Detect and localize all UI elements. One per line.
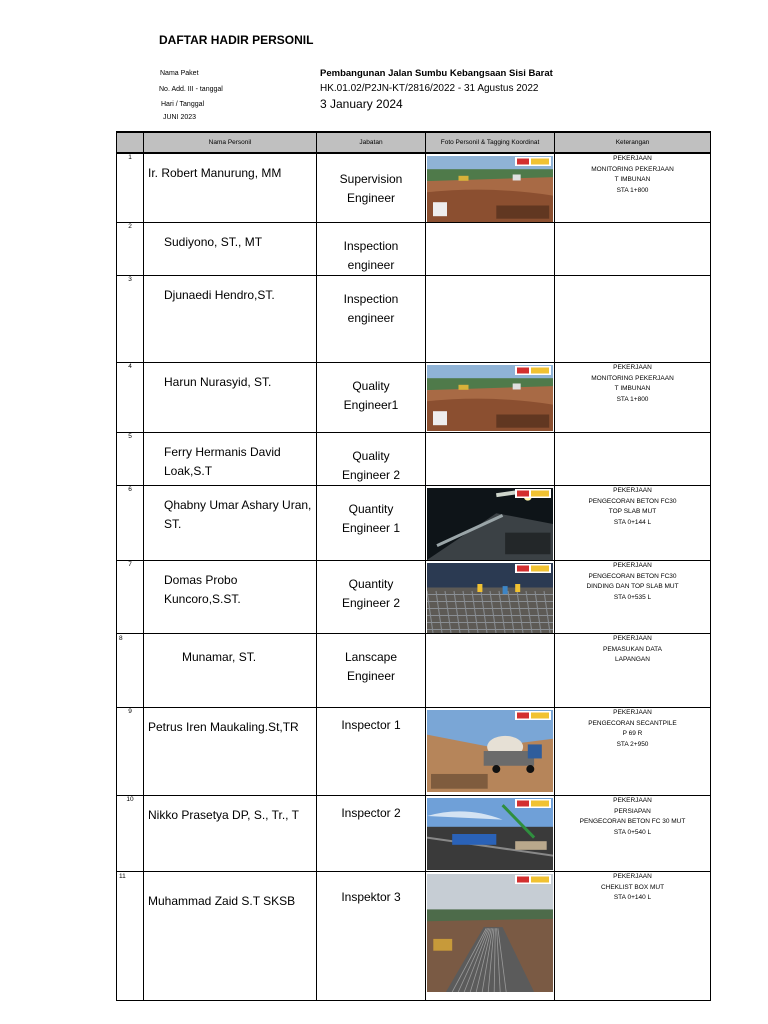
document-title: DAFTAR HADIR PERSONIL [159, 33, 314, 47]
hari-value: 3 January 2024 [320, 97, 403, 111]
site-photo [427, 488, 553, 560]
photo-cell [426, 153, 555, 223]
personnel-name-cell [144, 561, 317, 634]
personnel-name-cell [144, 433, 317, 486]
personnel-name-cell [144, 153, 317, 223]
personnel-name-cell [144, 276, 317, 363]
table-row [117, 153, 711, 223]
keterangan-line: MONITORING PEKERJAAN [591, 374, 674, 382]
personnel-name: Muhammad Zaid S.T SKSB [148, 894, 296, 908]
table-row [117, 363, 711, 433]
jabatan-text: Quality Engineer1 [343, 379, 399, 412]
personnel-name: Nikko Prasetya DP, S., Tr., T [148, 808, 299, 822]
keterangan-cell [555, 708, 711, 796]
header-name: Nama Personil [144, 132, 317, 153]
row-number: 5 [117, 433, 144, 486]
keterangan-line: PENGECORAN BETON FC 30 MUT [579, 818, 686, 825]
keterangan-line: STA 1+800 [616, 395, 649, 403]
keterangan-line: PEKERJAAN [613, 487, 652, 494]
keterangan-cell [555, 153, 711, 223]
keterangan-line: MONITORING PEKERJAAN [591, 165, 674, 173]
jabatan-cell [317, 433, 426, 486]
jabatan-text: Inspection engineer [343, 239, 399, 272]
addendum-label: No. Add. III - tanggal [159, 86, 223, 93]
jabatan-text: Lanscape Engineer [344, 650, 398, 683]
keterangan-cell [555, 486, 711, 561]
keterangan-line: TOP SLAB MUT [608, 508, 657, 515]
keterangan-cell [555, 363, 711, 433]
table-row [117, 223, 711, 276]
site-photo [427, 563, 553, 633]
personnel-name: Harun Nurasyid, ST. [164, 375, 272, 389]
jabatan-text: Quantity Engineer 2 [341, 577, 401, 610]
jabatan-cell [317, 486, 426, 561]
jabatan-text: Inspection engineer [343, 292, 399, 325]
photo-cell [426, 486, 555, 561]
row-number: 6 [117, 486, 144, 561]
row-number: 9 [117, 708, 144, 796]
row-number: 4 [117, 363, 144, 433]
keterangan-line: STA 1+800 [616, 186, 649, 194]
header-jabatan: Jabatan [317, 132, 426, 153]
personnel-name: Djunaedi Hendro,ST. [164, 288, 275, 302]
personnel-name-cell [144, 872, 317, 1001]
site-photo [427, 365, 553, 431]
keterangan-cell [555, 223, 711, 276]
table-row [117, 872, 711, 1001]
personnel-name: Ir. Robert Manurung, MM [148, 166, 282, 180]
keterangan-line: PERSIAPAN [614, 807, 651, 815]
keterangan-cell [555, 634, 711, 708]
table-row [117, 708, 711, 796]
personnel-name-cell [144, 796, 317, 872]
jabatan-text: Quantity Engineer 1 [341, 502, 401, 535]
table-header-row [117, 132, 711, 153]
keterangan-line: PENGECORAN BETON FC30 [588, 572, 677, 580]
site-photo [427, 710, 553, 792]
keterangan-line: PEKERJAAN [613, 797, 652, 804]
keterangan-line: P 69 R [622, 730, 643, 737]
row-number: 8 [117, 634, 144, 708]
row-number: 7 [117, 561, 144, 634]
site-photo [427, 156, 553, 222]
table-row [117, 796, 711, 872]
keterangan-cell [555, 433, 711, 486]
addendum-value: HK.01.02/P2JN-KT/2816/2022 - 31 Agustus 2022 [320, 83, 539, 94]
keterangan-line: PEKERJAAN [613, 562, 652, 569]
table-row [117, 276, 711, 363]
bulan-label: JUNI 2023 [163, 114, 197, 121]
photo-cell [426, 708, 555, 796]
keterangan-line: CHEKLIST BOX MUT [600, 883, 665, 891]
personnel-name: Sudiyono, ST., MT [164, 235, 263, 249]
jabatan-cell [317, 796, 426, 872]
keterangan-line: T IMBUNAN [614, 385, 651, 392]
attendance-table [116, 131, 711, 1001]
keterangan-line: PEKERJAAN [613, 635, 652, 642]
table-row [117, 634, 711, 708]
paket-label: Nama Paket [160, 70, 199, 77]
keterangan-line: PEKERJAAN [613, 709, 652, 716]
keterangan-cell [555, 872, 711, 1001]
site-photo [427, 798, 553, 870]
jabatan-cell [317, 276, 426, 363]
jabatan-cell [317, 223, 426, 276]
keterangan-line: STA 2+950 [616, 740, 649, 748]
row-number: 1 [117, 153, 144, 223]
photo-cell [426, 872, 555, 1001]
keterangan-cell [555, 796, 711, 872]
jabatan-cell [317, 634, 426, 708]
keterangan-line: PENGECORAN BETON FC30 [588, 497, 677, 505]
keterangan-line: STA 0+140 L [613, 894, 652, 901]
header-foto: Foto Personil & Tagging Koordinat [426, 132, 555, 153]
keterangan-line: PEMASUKAN DATA [603, 645, 662, 653]
site-photo [427, 874, 553, 992]
row-number: 11 [117, 872, 144, 1001]
jabatan-text: Inspector 1 [341, 718, 401, 732]
keterangan-line: PENGECORAN SECANTPILE [588, 719, 677, 727]
personnel-name-cell [144, 486, 317, 561]
header-no [117, 132, 144, 153]
keterangan-line: PEKERJAAN [613, 364, 652, 371]
jabatan-text: Supervision Engineer [339, 172, 403, 205]
header-keterangan: Keterangan [555, 132, 711, 153]
keterangan-line: T IMBUNAN [614, 176, 651, 183]
keterangan-line: DINDING DAN TOP SLAB MUT [586, 583, 679, 590]
keterangan-cell [555, 561, 711, 634]
jabatan-text: Inspektor 3 [341, 890, 401, 904]
personnel-name-cell [144, 634, 317, 708]
personnel-name: Petrus Iren Maukaling.St,TR [148, 720, 299, 734]
photo-cell [426, 276, 555, 363]
photo-cell [426, 433, 555, 486]
personnel-name-cell [144, 223, 317, 276]
jabatan-cell [317, 872, 426, 1001]
jabatan-cell [317, 363, 426, 433]
personnel-name-cell [144, 363, 317, 433]
jabatan-cell [317, 153, 426, 223]
jabatan-cell [317, 561, 426, 634]
keterangan-line: PEKERJAAN [613, 873, 652, 880]
keterangan-line: STA 0+540 L [613, 828, 652, 836]
personnel-name: Domas Probo Kuncoro,S.ST. [164, 573, 241, 606]
paket-value: Pembangunan Jalan Sumbu Kebangsaan Sisi Barat [320, 68, 553, 79]
jabatan-text: Quality Engineer 2 [341, 449, 401, 482]
personnel-name: Munamar, ST. [182, 650, 257, 664]
jabatan-text: Inspector 2 [341, 806, 401, 820]
keterangan-cell [555, 276, 711, 363]
table-row [117, 486, 711, 561]
keterangan-line: PEKERJAAN [613, 155, 652, 162]
photo-cell [426, 223, 555, 276]
hari-label: Hari / Tanggal [161, 101, 205, 108]
keterangan-line: STA 0+535 L [613, 593, 652, 601]
row-number: 10 [117, 796, 144, 872]
table-row [117, 433, 711, 486]
photo-cell [426, 363, 555, 433]
keterangan-line: LAPANGAN [615, 656, 650, 663]
row-number: 3 [117, 276, 144, 363]
personnel-name-cell [144, 708, 317, 796]
jabatan-cell [317, 708, 426, 796]
photo-cell [426, 561, 555, 634]
table-row [117, 561, 711, 634]
row-number: 2 [117, 223, 144, 276]
personnel-name: Qhabny Umar Ashary Uran, ST. [164, 498, 312, 531]
keterangan-line: STA 0+144 L [613, 518, 652, 526]
photo-cell [426, 634, 555, 708]
personnel-name: Ferry Hermanis David Loak,S.T [164, 445, 281, 478]
photo-cell [426, 796, 555, 872]
